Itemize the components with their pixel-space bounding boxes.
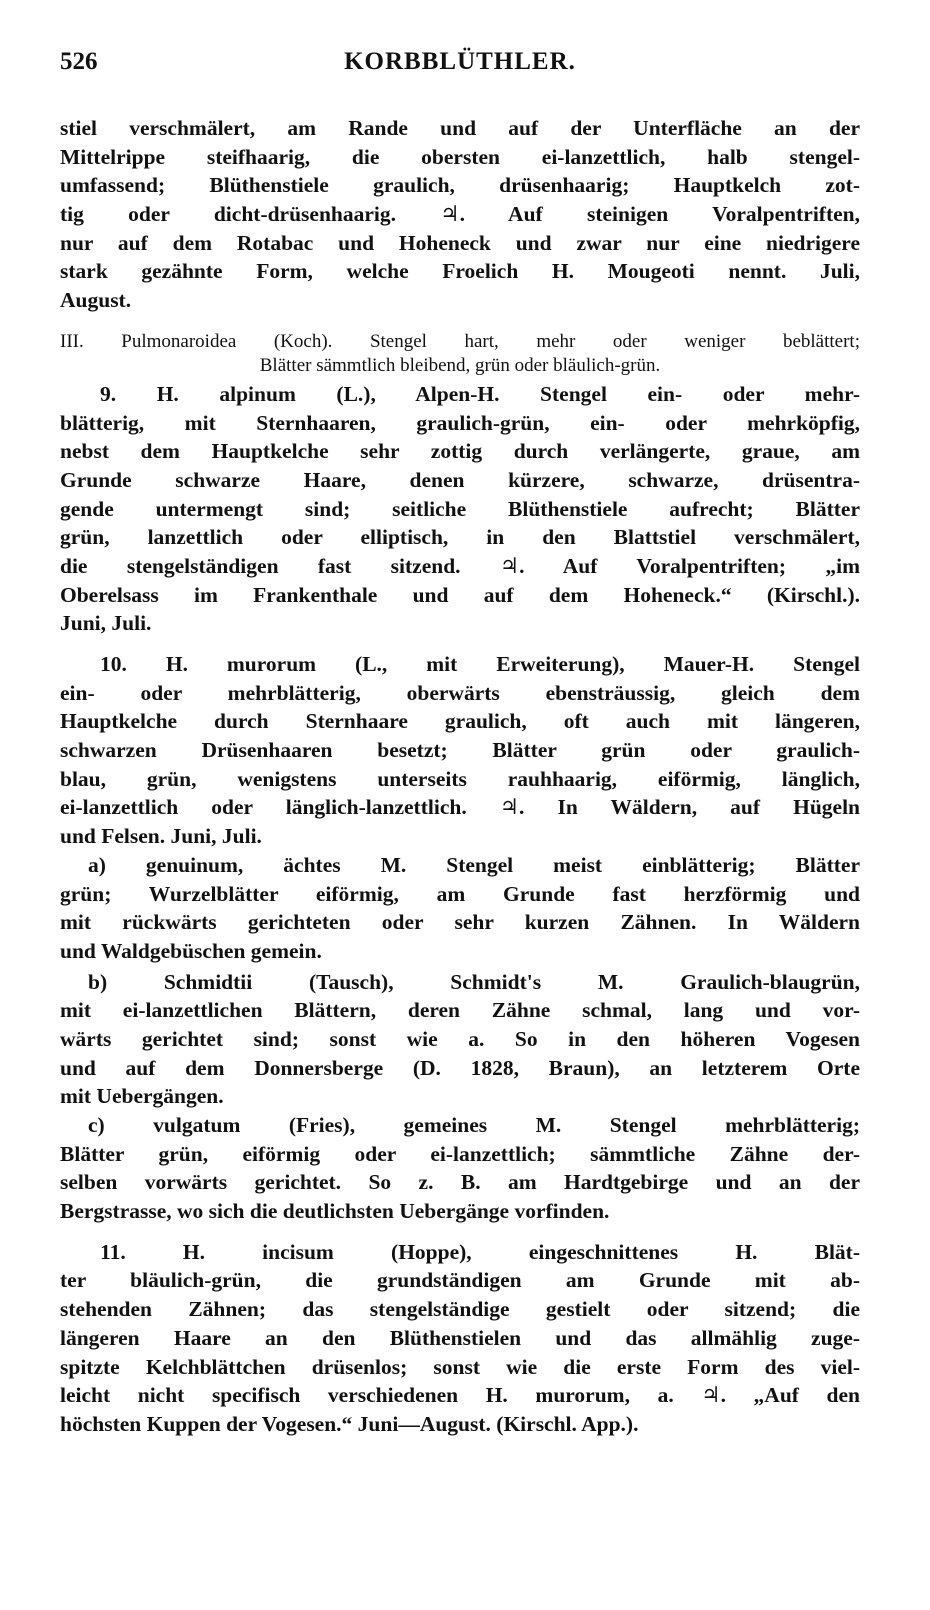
text-line: gende untermengt sind; seitliche Blüthenstiele aufrecht; Blätter bbox=[60, 496, 860, 521]
text-line: leicht nicht specifisch verschiedenen H. murorum, a. ♃. „Auf den bbox=[60, 1383, 860, 1408]
variety-paragraph bbox=[60, 968, 860, 1111]
text-line: ein- oder mehrblätterig, oberwärts ebensträussig, gleich dem bbox=[60, 680, 860, 705]
text-line: August. bbox=[60, 288, 132, 313]
page-body bbox=[60, 114, 860, 1439]
text-line: stehenden Zähnen; das stengelständige gestielt oder sitzend; die bbox=[60, 1297, 860, 1322]
text-line: 11. H. incisum (Hoppe), eingeschnittenes H. Blät- bbox=[100, 1239, 860, 1264]
page-number: 526 bbox=[60, 48, 98, 75]
text-line: längeren Haare an den Blüthenstielen und das allmählig zuge- bbox=[60, 1325, 860, 1350]
text-line: schwarzen Drüsenhaaren besetzt; Blätter grün oder graulich- bbox=[60, 738, 860, 763]
text-line: blätterig, mit Sternhaaren, graulich-grün, ein- oder mehrköpfig, bbox=[60, 410, 860, 435]
text-line: Hauptkelche durch Sternhaare graulich, oft auch mit längeren, bbox=[60, 709, 860, 734]
text-line: grün, lanzettlich oder elliptisch, in den Blattstiel verschmälert, bbox=[60, 525, 860, 550]
text-line: 9. H. alpinum (L.), Alpen-H. Stengel ein- oder mehr- bbox=[100, 381, 860, 406]
text-line: grün; Wurzelblätter eiförmig, am Grunde fast herzförmig und bbox=[60, 881, 860, 906]
text-line: Oberelsass im Frankenthale und auf dem Hoheneck.“ (Kirschl.). bbox=[60, 582, 860, 607]
text-line: stiel verschmälert, am Rande und auf der Unterfläche an der bbox=[60, 116, 860, 140]
text-line: und auf dem Donnersberge (D. 1828, Braun), an letzterem Orte bbox=[60, 1055, 860, 1080]
text-line: ei-lanzettlich oder länglich-lanzettlich. ♃. In Wäldern, auf Hügeln bbox=[60, 795, 860, 820]
text-line: mit rückwärts gerichteten oder sehr kurzen Zähnen. In Wäldern bbox=[60, 910, 860, 935]
text-line: umfassend; Blüthenstiele graulich, drüsenhaarig; Hauptkelch zot- bbox=[60, 173, 860, 198]
running-title: KORBBLÜTHLER. bbox=[344, 48, 576, 75]
continuation-paragraph bbox=[60, 114, 860, 315]
text-line: wärts gerichtet sind; sonst wie a. So in den höheren Vogesen bbox=[60, 1026, 860, 1051]
species-paragraph bbox=[60, 380, 860, 638]
text-line: ter bläulich-grün, die grundständigen am Grunde mit ab- bbox=[60, 1268, 860, 1293]
text-line: tig oder dicht-drüsenhaarig. ♃. Auf steinigen Voralpentriften, bbox=[60, 202, 860, 227]
text-line: Blätter sämmtlich bleibend, grün oder bläulich-grün. bbox=[259, 354, 661, 376]
text-line: 10. H. murorum (L., mit Erweiterung), Mauer-H. Stengel bbox=[100, 652, 860, 676]
variety-paragraph bbox=[60, 851, 860, 966]
text-line: und Felsen. Juni, Juli. bbox=[60, 824, 262, 849]
section-paragraph bbox=[60, 330, 860, 378]
running-header bbox=[60, 48, 860, 82]
text-line: Bergstrasse, wo sich die deutlichsten Uebergänge vorfinden. bbox=[60, 1199, 610, 1224]
text-line: mit Uebergängen. bbox=[60, 1084, 224, 1109]
species-paragraph bbox=[60, 650, 860, 851]
species-paragraph bbox=[60, 1238, 860, 1439]
variety-paragraph bbox=[60, 1111, 860, 1226]
text-line: b) Schmidtii (Tausch), Schmidt's M. Graulich-blaugrün, bbox=[88, 969, 860, 994]
text-line: und Waldgebüschen gemein. bbox=[60, 938, 322, 963]
text-line: Grunde schwarze Haare, denen kürzere, schwarze, drüsentra- bbox=[60, 467, 860, 492]
text-line: nur auf dem Rotabac und Hoheneck und zwar nur eine niedrigere bbox=[60, 230, 860, 255]
text-line: Mittelrippe steifhaarig, die obersten ei-lanzettlich, halb stengel- bbox=[60, 144, 860, 169]
text-line: mit ei-lanzettlichen Blättern, deren Zähne schmal, lang und vor- bbox=[60, 998, 860, 1023]
text-line: die stengelständigen fast sitzend. ♃. Auf Voralpentriften; „im bbox=[60, 553, 860, 578]
text-line: c) vulgatum (Fries), gemeines M. Stengel mehrblätterig; bbox=[88, 1113, 860, 1137]
text-line: Blätter grün, eiförmig oder ei-lanzettlich; sämmtliche Zähne der- bbox=[60, 1141, 860, 1166]
text-line: Juni, Juli. bbox=[60, 611, 152, 636]
text-line: selben vorwärts gerichtet. So z. B. am Hardtgebirge und an der bbox=[60, 1170, 860, 1195]
text-line: III. Pulmonaroidea (Koch). Stengel hart, mehr oder weniger beblättert; bbox=[60, 330, 860, 352]
text-line: stark gezähnte Form, welche Froelich H. Mougeoti nennt. Juli, bbox=[60, 259, 860, 284]
text-line: a) genuinum, ächtes M. Stengel meist einblätterig; Blätter bbox=[88, 852, 860, 877]
text-line: spitzte Kelchblättchen drüsenlos; sonst wie die erste Form des viel- bbox=[60, 1354, 860, 1379]
text-line: nebst dem Hauptkelche sehr zottig durch verlängerte, graue, am bbox=[60, 439, 860, 464]
text-line: höchsten Kuppen der Vogesen.“ Juni—August. (Kirschl. App.). bbox=[60, 1411, 639, 1436]
text-line: blau, grün, wenigstens unterseits rauhhaarig, eiförmig, länglich, bbox=[60, 766, 860, 791]
